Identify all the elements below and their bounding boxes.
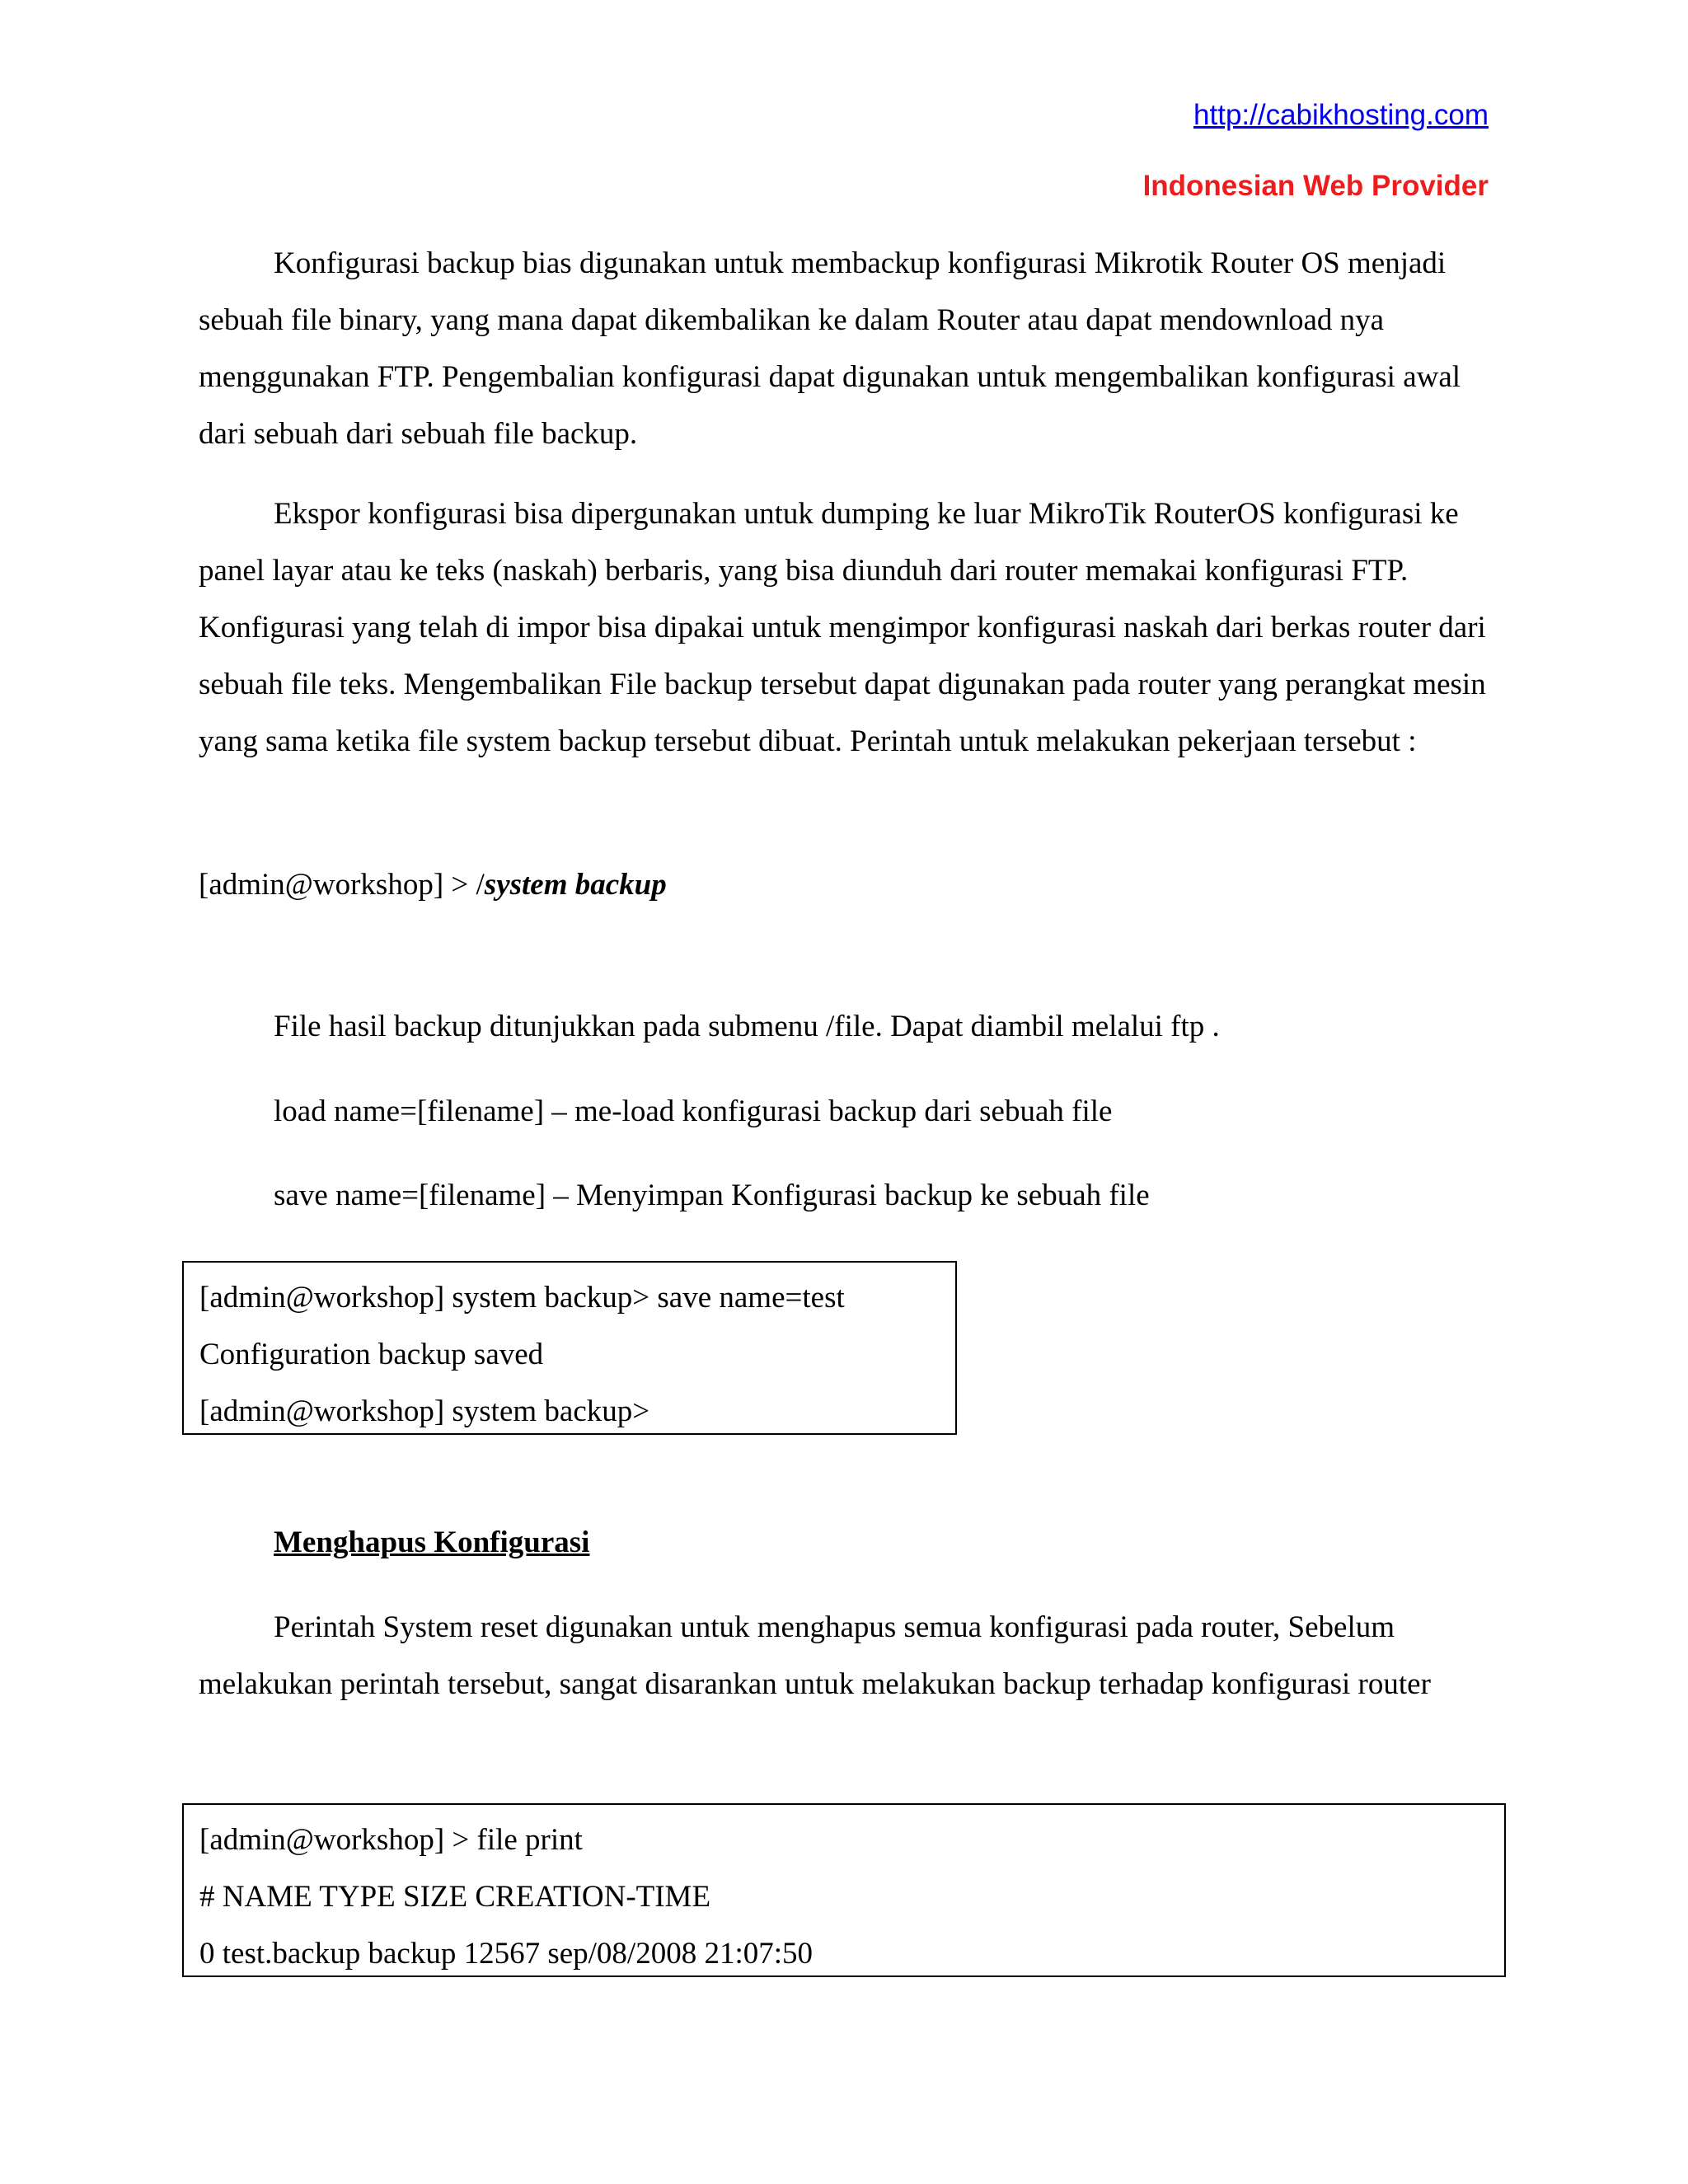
paragraph-backup-intro: [199, 235, 1493, 462]
code-line: Configuration backup saved: [199, 1338, 544, 1371]
paragraph-reset: [199, 1599, 1493, 1713]
paragraph-backup-intro-text: Konfigurasi backup bias digunakan untuk membackup konfigurasi Mikrotik Router OS menjadi sebuah file binary, yang mana dapat dikembalikan ke dalam Router atau dapat mendownload nya menggunakan FTP. Pengembalian konfigurasi dapat digunakan untuk mengembalikan konfigurasi awal dari sebuah dari sebuah file backup.: [199, 246, 1461, 451]
code-line: [admin@workshop] > file print: [199, 1823, 583, 1857]
code-box-backup-save: [182, 1261, 957, 1435]
paragraph-reset-text: Perintah System reset digunakan untuk menghapus semua konfigurasi pada router, Sebelum melakukan perintah tersebut, sangat disarankan untuk melakukan backup terhadap konfigurasi router: [199, 1610, 1431, 1701]
command-line: [199, 856, 667, 913]
save-command-line: save name=[filename] – Menyimpan Konfigurasi backup ke sebuah file: [274, 1179, 1150, 1212]
header-link[interactable]: http://cabikhosting.com: [1193, 99, 1489, 131]
code-line: [admin@workshop] system backup> save name=test: [199, 1281, 845, 1315]
load-command-line: load name=[filename] – me-load konfigurasi backup dari sebuah file: [274, 1094, 1113, 1128]
paragraph-export-text: Ekspor konfigurasi bisa dipergunakan untuk dumping ke luar MikroTik RouterOS konfigurasi ke panel layar atau ke teks (naskah) berbaris, yang bisa diunduh dari router memakai konfigurasi FTP. Konfigurasi yang telah di impor bisa dipakai untuk mengimpor konfigurasi naskah dari berkas router dari sebuah file teks. Mengembalikan File backup tersebut dapat digunakan pada router yang perangkat mesin yang sama ketika file system backup tersebut dibuat. Perintah untuk melakukan pekerjaan tersebut :: [199, 497, 1486, 758]
header-tagline: Indonesian Web Provider: [1142, 170, 1489, 202]
command-system-backup: system backup: [484, 868, 667, 902]
file-info-line: File hasil backup ditunjukkan pada submenu /file. Dapat diambil melalui ftp .: [274, 1010, 1220, 1043]
section-heading: Menghapus Konfigurasi: [274, 1526, 590, 1559]
paragraph-export: [199, 485, 1493, 770]
code-line: # NAME TYPE SIZE CREATION-TIME: [199, 1880, 711, 1914]
code-line: [admin@workshop] system backup>: [199, 1394, 650, 1428]
code-box-file-print: [182, 1803, 1506, 1977]
command-prompt: [admin@workshop] > /: [199, 868, 485, 902]
code-line: 0 test.backup backup 12567 sep/08/2008 21:07:50: [199, 1937, 814, 1971]
